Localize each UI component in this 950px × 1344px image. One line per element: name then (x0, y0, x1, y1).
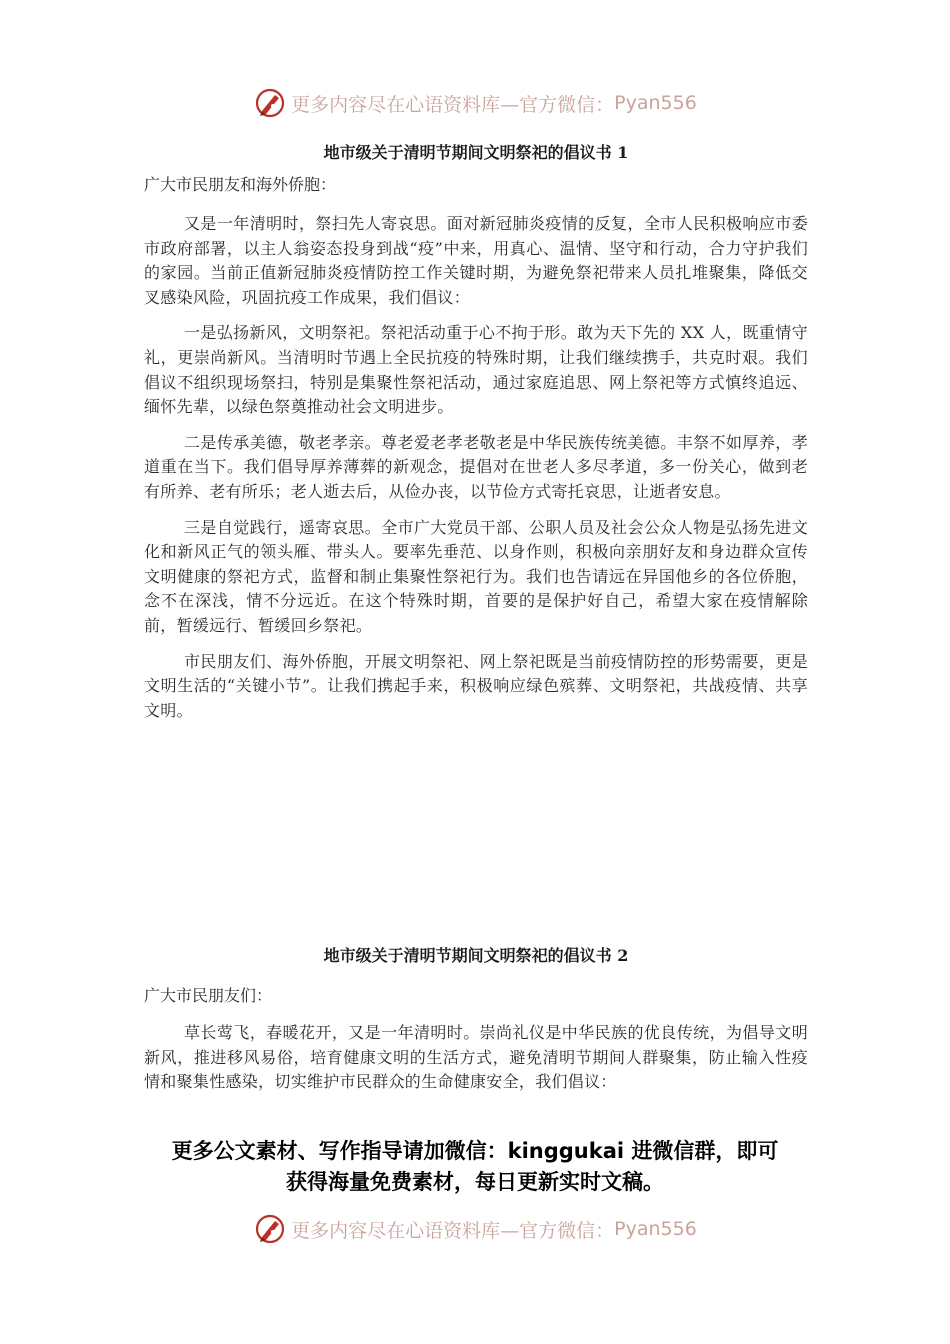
pen-logo-icon (253, 86, 287, 120)
section-2-title: 地市级关于清明节期间文明祭祀的倡议书 2 (323, 946, 629, 965)
promo-callout-line-2: 获得海量免费素材，每日更新实时文稿。 (286, 1170, 664, 1194)
footer-watermark-handle: Pyan556 (614, 1218, 697, 1240)
section-1-title: 地市级关于清明节期间文明祭祀的倡议书 1 (323, 143, 629, 162)
section-2-paragraph-1: 草长莺飞，春暖花开，又是一年清明时。崇尚礼仪是中华民族的优良传统，为倡导文明新风，推进移风易俗，培育健康文明的生活方式，避免清明节期间人群聚集，防止输入性疫情和聚集性感染，切实维护市民群众的生命健康安全，我们倡议： (144, 1023, 808, 1092)
pen-logo-icon (253, 1212, 287, 1246)
promo-callout-line-1: 更多公文素材、写作指导请加微信：kinggukai 进微信群，即可 (171, 1139, 779, 1163)
header-watermark-text: 更多内容尽在心语资料库—官方微信： (291, 93, 615, 116)
section-1-paragraph-2: 一是弘扬新风，文明祭祀。祭祀活动重于心不拘于形。敢为天下先的 XX 人，既重情守礼，更崇尚新风。当清明时节遇上全民抗疫的特殊时期，让我们继续携手，共克时艰。我们倡议不组织现场祭扫，特别是集聚性祭祀活动，通过家庭追思、网上祭祀等方式慎终追远、缅怀先辈，以绿色祭奠推动社会文明进步。 (144, 323, 808, 417)
header-watermark (0, 83, 950, 123)
section-2-salutation: 广大市民朋友们： (144, 986, 273, 1005)
proposal-section-2 (144, 944, 808, 1095)
section-1-paragraph-5: 市民朋友们、海外侨胞，开展文明祭祀、网上祭祀既是当前疫情防控的形势需要，更是文明生活的“关键小节”。让我们携起手来，积极响应绿色殡葬、文明祭祀，共战疫情、共享文明。 (144, 651, 808, 720)
header-watermark-handle: Pyan556 (614, 92, 697, 114)
section-1-salutation: 广大市民朋友和海外侨胞： (144, 175, 337, 194)
footer-watermark (0, 1209, 950, 1249)
section-1-paragraph-3: 二是传承美德，敬老孝亲。尊老爱老孝老敬老是中华民族传统美德。丰祭不如厚养，孝道重在当下。我们倡导厚养薄葬的新观念，提倡对在世老人多尽孝道，多一份关心，做到老有所养、老有所乐；老人逝去后，从俭办丧，以节俭方式寄托哀思，让逝者安息。 (144, 432, 808, 501)
section-1-paragraph-1: 又是一年清明时，祭扫先人寄哀思。面对新冠肺炎疫情的反复，全市人民积极响应市委市政府部署，以主人翁姿态投身到战“疫”中来，用真心、温情、坚守和行动，合力守护我们的家园。当前正值新冠肺炎疫情防控工作关键时期，为避免祭祀带来人员扎堆聚集，降低交叉感染风险，巩固抗疫工作成果，我们倡议： (144, 214, 808, 307)
proposal-section-1 (144, 141, 808, 723)
section-1-paragraph-4: 三是自觉践行，遥寄哀思。全市广大党员干部、公职人员及社会公众人物是弘扬先进文化和新风正气的领头雁、带头人。要率先垂范、以身作则，积极向亲朋好友和身边群众宣传文明健康的祭祀方式，监督和制止集聚性祭祀行为。我们也告请远在异国他乡的各位侨胞，念不在深浅，情不分远近。在这个特殊时期，首要的是保护好自己，希望大家在疫情解除前，暂缓远行、暂缓回乡祭祀。 (144, 517, 808, 635)
promo-callout (0, 1136, 950, 1198)
footer-watermark-text: 更多内容尽在心语资料库—官方微信： (291, 1219, 615, 1242)
